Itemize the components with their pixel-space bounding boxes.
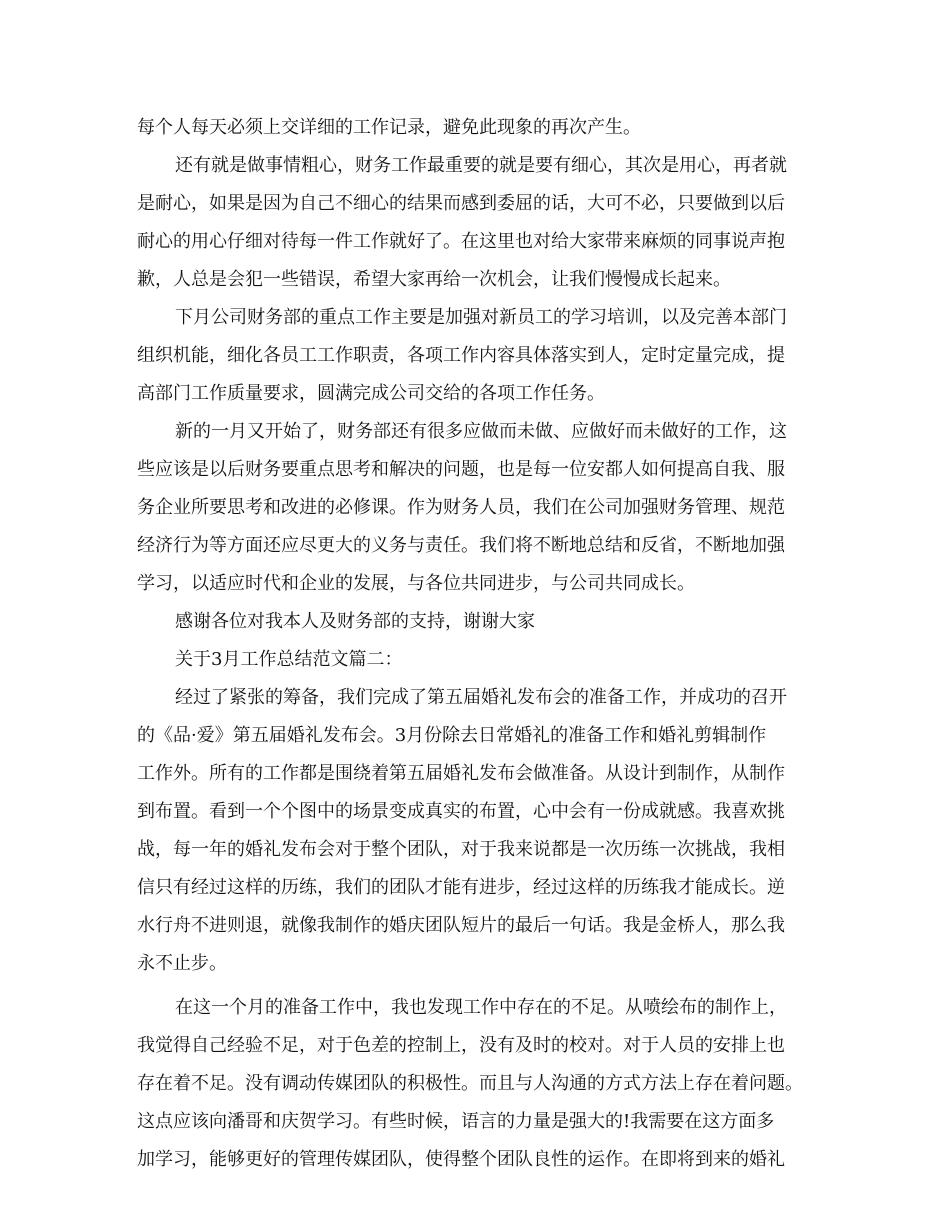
text-line: 新的一月又开始了，财务部还有很多应做而未做、应做好而未做好的工作，这 [175,421,787,442]
text-line: 歉，人总是会犯一些错误，希望大家再给一次机会，让我们慢慢成长起来。 [137,269,731,290]
text-line: 永不止步。 [137,953,227,974]
text-line: 还有就是做事情粗心，财务工作最重要的就是要有细心，其次是用心，再者就 [175,155,787,176]
text-line: 存在着不足。没有调动传媒团队的积极性。而且与人沟通的方式方法上存在着问题。 [137,1073,803,1094]
text-line: 务企业所要思考和改进的必修课。作为财务人员，我们在公司加强财务管理、规范 [137,497,785,518]
text-line: 经过了紧张的筹备，我们完成了第五届婚礼发布会的准备工作，并成功的召开 [175,687,787,708]
text-line: 我觉得自己经验不足，对于色差的控制上，没有及时的校对。对于人员的安排上也 [137,1035,785,1056]
text-line: 每个人每天必须上交详细的工作记录，避免此现象的再次产生。 [137,117,641,138]
text-line: 组织机能，细化各员工工作职责，各项工作内容具体落实到人，定时定量完成，提 [137,345,785,366]
text-line: 高部门工作质量要求，圆满完成公司交给的各项工作任务。 [137,383,605,404]
text-line: 经济行为等方面还应尽更大的义务与责任。我们将不断地总结和反省，不断地加强 [137,535,785,556]
text-line: 加学习，能够更好的管理传媒团队，使得整个团队良性的运作。在即将到来的婚礼 [137,1149,785,1170]
text-line: 的《品·爱》第五届婚礼发布会。3月份除去日常婚礼的准备工作和婚礼剪辑制作 [137,725,767,746]
text-line: 战，每一年的婚礼发布会对于整个团队，对于我来说都是一次历练一次挑战，我相 [137,839,785,860]
text-line: 感谢各位对我本人及财务部的支持，谢谢大家 [175,611,535,632]
text-line: 这点应该向潘哥和庆贺学习。有些时候，语言的力量是强大的!我需要在这方面多 [137,1111,775,1132]
text-line: 些应该是以后财务要重点思考和解决的问题，也是每一位安都人如何提高自我、服 [137,459,785,480]
text-line: 是耐心，如果是因为自己不细心的结果而感到委屈的话，大可不必，只要做到以后 [137,193,785,214]
text-line: 在这一个月的准备工作中，我也发现工作中存在的不足。从喷绘布的制作上， [175,997,787,1018]
text-line: 下月公司财务部的重点工作主要是加强对新员工的学习培训，以及完善本部门 [175,307,787,328]
text-line: 信只有经过这样的历练，我们的团队才能有进步，经过这样的历练我才能成长。逆 [137,877,785,898]
text-line: 到布置。看到一个个图中的场景变成真实的布置，心中会有一份成就感。我喜欢挑 [137,801,785,822]
text-line: 学习，以适应时代和企业的发展，与各位共同进步，与公司共同成长。 [137,573,695,594]
text-line: 耐心的用心仔细对待每一件工作就好了。在这里也对给大家带来麻烦的同事说声抱 [137,231,785,252]
text-line: 工作外。所有的工作都是围绕着第五届婚礼发布会做准备。从设计到制作，从制作 [137,763,785,784]
section-heading: 关于3月工作总结范文篇二： [175,649,403,670]
text-line: 水行舟不进则退，就像我制作的婚庆团队短片的最后一句话。我是金桥人，那么我 [137,915,785,936]
